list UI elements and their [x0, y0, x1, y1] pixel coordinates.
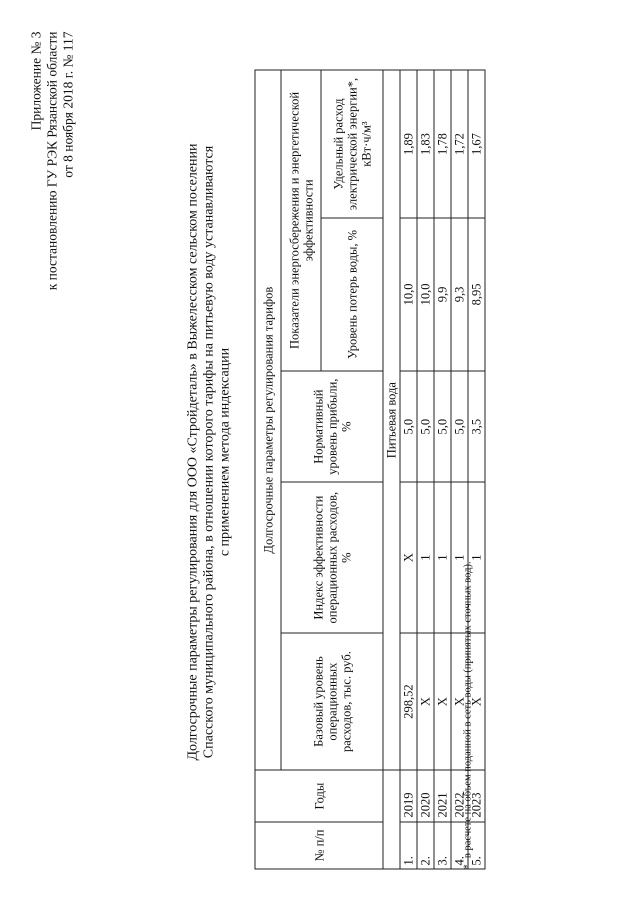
- cell-base: X: [468, 633, 485, 770]
- cell-year: 2020: [417, 770, 434, 822]
- table-row: [417, 70, 434, 869]
- title-line-2: Спасского муниципального района, в отношении которого тарифы на питьевую воду устанавливаются: [201, 145, 217, 759]
- title-line-3: с применением метода индексации: [217, 347, 233, 557]
- section-label: Питьевая вода: [383, 70, 400, 770]
- cell-year: 2021: [434, 770, 451, 822]
- cell-base: 298,52: [400, 633, 417, 770]
- cell-losses: 9,9: [434, 218, 451, 371]
- cell-num: 5.: [468, 822, 485, 869]
- header-base-costs: Базовый уровень операционных расходов, тыс. руб.: [281, 633, 383, 770]
- cell-profit: 5,0: [451, 371, 468, 483]
- header-energy-group: Показатели энергосбережения и энергетической эффективности: [281, 70, 321, 371]
- header-group: Долгосрочные параметры регулирования тарифов: [255, 70, 281, 770]
- cell-specific: 1,83: [417, 70, 434, 218]
- header-profit-level: Нормативный уровень прибыли, %: [281, 371, 383, 483]
- table-row: [434, 70, 451, 869]
- appendix-date: от 8 ноября 2018 г. № 117: [60, 31, 76, 178]
- cell-num: 3.: [434, 822, 451, 869]
- cell-num: 2.: [417, 822, 434, 869]
- cell-losses: 10,0: [417, 218, 434, 371]
- header-efficiency-index: Индекс эффективности операционных расходов, %: [281, 482, 383, 632]
- header-water-losses: Уровень потерь воды, %: [321, 218, 383, 371]
- cell-index: 1: [434, 482, 451, 632]
- cell-losses: 8,95: [468, 218, 485, 371]
- cell-year: 2022: [451, 770, 468, 822]
- cell-base: X: [417, 633, 434, 770]
- cell-losses: 10,0: [400, 218, 417, 371]
- document-page: [1, 0, 640, 905]
- appendix-resolution: к постановлению ГУ РЭК Рязанской области: [44, 31, 60, 291]
- cell-index: 1: [417, 482, 434, 632]
- cell-base: X: [434, 633, 451, 770]
- cell-num: 1.: [400, 822, 417, 869]
- cell-profit: 5,0: [417, 371, 434, 483]
- cell-profit: 5,0: [400, 371, 417, 483]
- cell-specific: 1,67: [468, 70, 485, 218]
- appendix-header: [29, 32, 77, 291]
- cell-specific: 1,78: [434, 70, 451, 218]
- tariff-parameters-table: [255, 70, 486, 870]
- cell-profit: 5,0: [434, 371, 451, 483]
- title-line-1: Долгосрочные параметры регулирования для ООО «Стройдеталь» в Выжелесском сельском поселении: [185, 143, 201, 761]
- table-row: [400, 70, 417, 869]
- document-title: [186, 0, 234, 905]
- cell-profit: 3,5: [468, 371, 485, 483]
- cell-index: X: [400, 482, 417, 632]
- cell-year: 2023: [468, 770, 485, 822]
- footnote: *- в расчете на объем поданной в сеть воды (принятых сточных вод).: [462, 561, 474, 870]
- cell-year: 2019: [400, 770, 417, 822]
- header-num: № п/п: [255, 822, 383, 869]
- cell-losses: 9,3: [451, 218, 468, 371]
- cell-base: X: [451, 633, 468, 770]
- cell-specific: 1,89: [400, 70, 417, 218]
- header-years: Годы: [255, 770, 383, 822]
- cell-index: 1: [451, 482, 468, 632]
- cell-num: 4.: [451, 822, 468, 869]
- header-specific-energy: Удельный расход электрической энергии*, кВт·ч/м³: [321, 70, 383, 218]
- appendix-number: Приложение № 3: [28, 31, 44, 131]
- cell-specific: 1,72: [451, 70, 468, 218]
- cell-index: 1: [468, 482, 485, 632]
- section-blank: [383, 770, 400, 869]
